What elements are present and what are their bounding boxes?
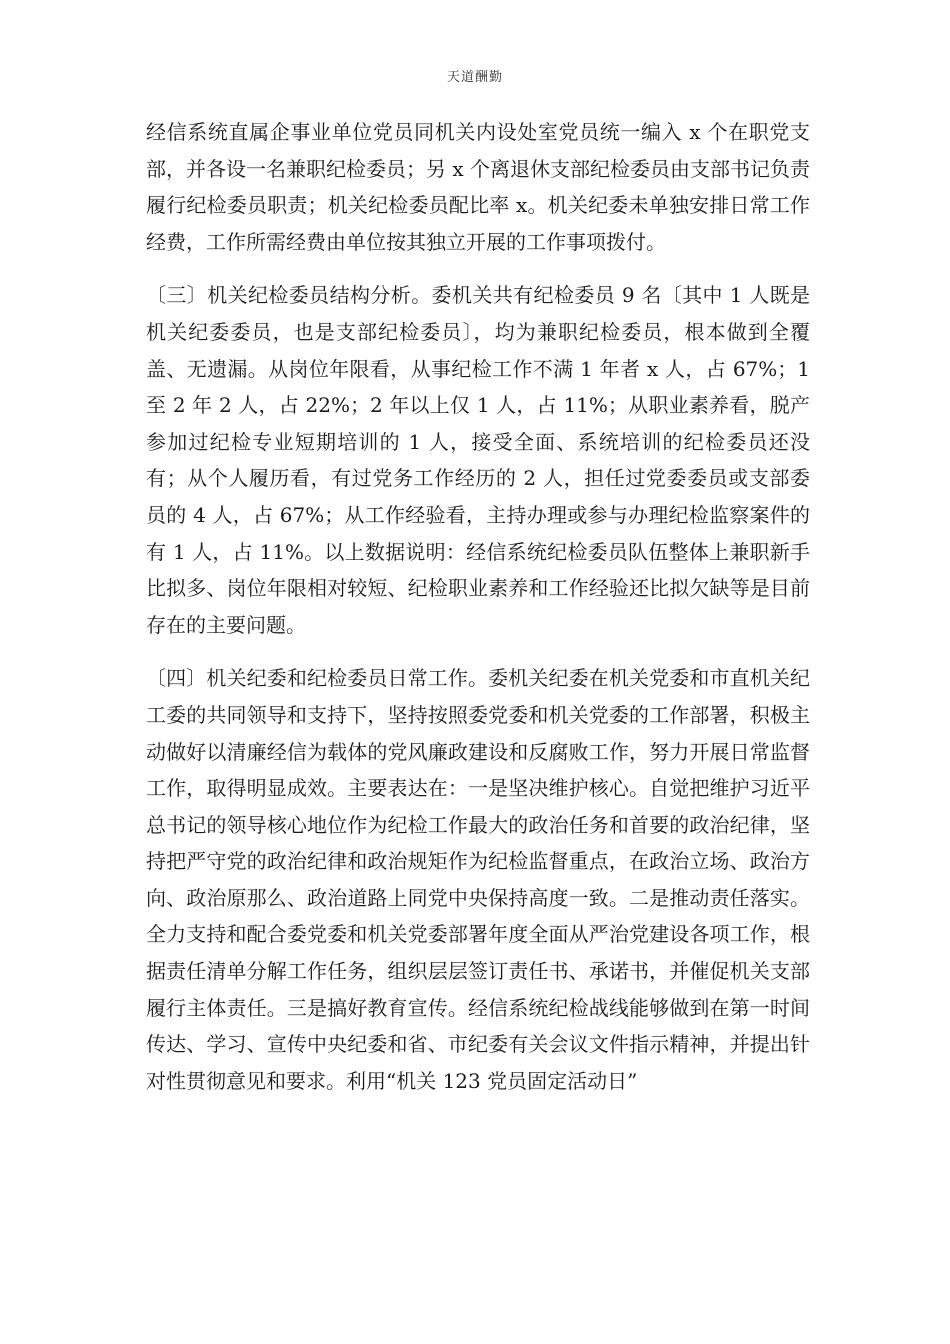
- paragraph-continuation: 经信系统直属企事业单位党员同机关内设处室党员统一编入 x 个在职党支部，并各设一名兼职纪检委员；另 x 个离退休支部纪检委员由支部书记负责履行纪检委员职责；机关纪检委员配比率 x。机关纪委未单独安排日常工作经费，工作所需经费由单位按其独立开展的工作事项拨付。: [146, 120, 810, 254]
- paragraph-section-three: 〔三〕机关纪检委员结构分析。委机关共有纪检委员 9 名〔其中 1 人既是机关纪委委员，也是支部纪检委员〕，均为兼职纪检委员，根本做到全覆盖、无遗漏。从岗位年限看，从事纪检工作不满 1 年者 x 人，占 67%；1 至 2 年 2 人，占 22%；2 年以上仅 1 人，占 11%；从职业素养看，脱产参加过纪检专业短期培训的 1 人，接受全面、系统培训的纪检委员还没有；从个人履历看，有过党务工作经历的 2 人，担任过党委委员或支部委员的 4 人，占 67%；从工作经验看，主持办理或参与办理纪检监察案件的有 1 人，占 11%。以上数据说明：经信系统纪检委员队伍整体上兼职新手比拟多、岗位年限相对较短、纪检职业素养和工作经验还比拟欠缺等是目前存在的主要问题。: [146, 283, 810, 637]
- document-body: [146, 114, 810, 1116]
- page-header: 天道酬勤: [446, 70, 503, 85]
- paragraph-section-four: 〔四〕机关纪委和纪检委员日常工作。委机关纪委在机关党委和市直机关纪工委的共同领导和支持下，坚持按照委党委和机关党委的工作部署，积极主动做好以清廉经信为载体的党风廉政建设和反腐败工作，努力开展日常监督工作，取得明显成效。主要表达在：一是坚决维护核心。自觉把维护习近平总书记的领导核心地位作为纪检工作最大的政治任务和首要的政治纪律，坚持把严守党的政治纪律和政治规矩作为纪检监督重点，在政治立场、政治方向、政治原那么、政治道路上同党中央保持高度一致。二是推动责任落实。全力支持和配合委党委和机关党委部署年度全面从严治党建设各项工作，根据责任清单分解工作任务，组织层层签订责任书、承诺书，并催促机关支部履行主体责任。三是搞好教育宣传。经信系统纪检战线能够做到在第一时间传达、学习、宣传中央纪委和省、市纪委有关会议文件指示精神，并提出针对性贯彻意见和要求。利用“机关 123 党员固定活动日”: [146, 666, 810, 1093]
